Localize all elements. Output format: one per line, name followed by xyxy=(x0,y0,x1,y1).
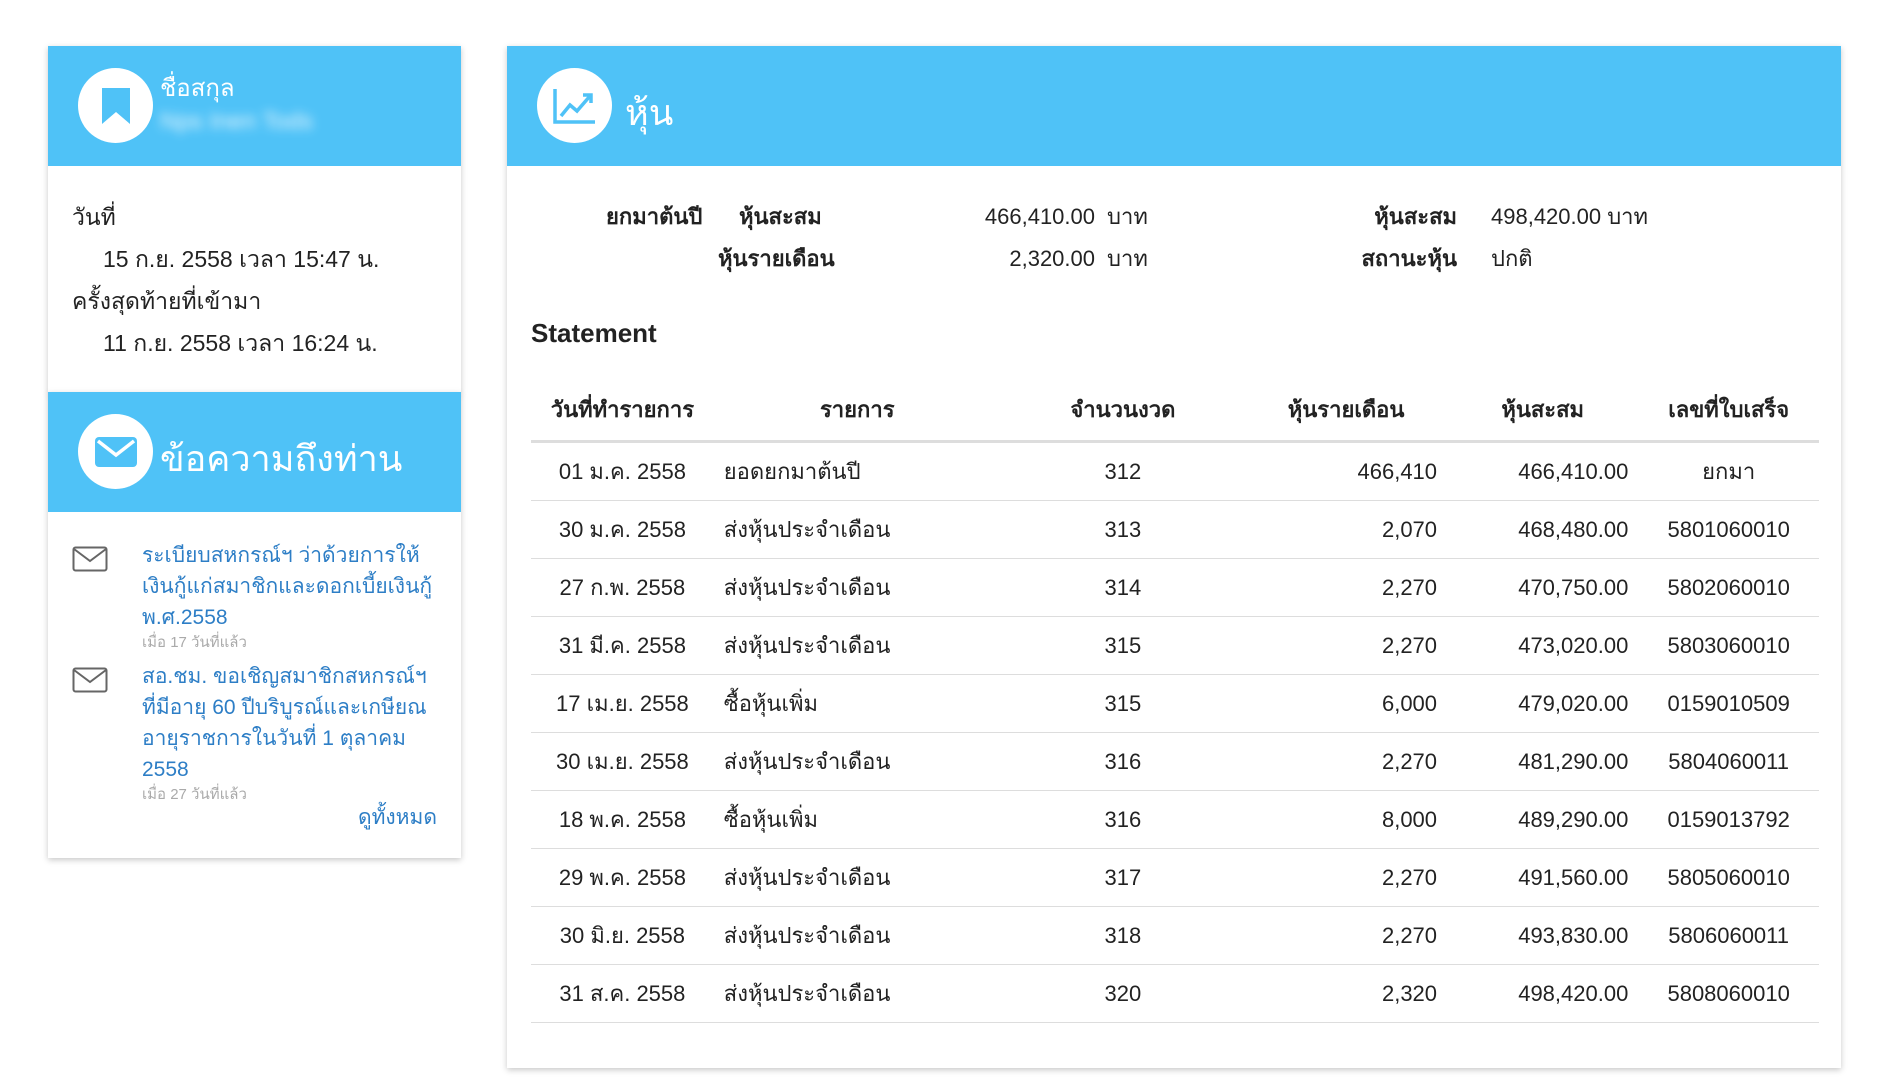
cell-accumulated-share: 473,020.00 xyxy=(1447,617,1638,675)
cell-item: ส่งหุ้นประจำเดือน xyxy=(714,849,1001,907)
cell-monthly-share: 2,070 xyxy=(1245,501,1447,559)
list-item xyxy=(72,540,437,653)
cell-installment: 317 xyxy=(1001,849,1245,907)
name-label: ชื่อสกุล xyxy=(160,75,235,102)
line-chart-icon xyxy=(537,68,612,143)
messages-card xyxy=(48,392,461,858)
cell-accumulated-share: 470,750.00 xyxy=(1447,559,1638,617)
col-monthly-share: หุ้นรายเดือน xyxy=(1245,378,1447,442)
cell-installment: 315 xyxy=(1001,675,1245,733)
cell-accumulated-share: 498,420.00 xyxy=(1447,965,1638,1023)
list-item xyxy=(72,661,437,805)
table-row xyxy=(531,442,1819,501)
cell-item: ยอดยกมาต้นปี xyxy=(714,442,1001,501)
share-status-value: ปกติ xyxy=(1491,246,1533,271)
cell-monthly-share: 2,270 xyxy=(1245,617,1447,675)
cell-installment: 315 xyxy=(1001,617,1245,675)
shares-card xyxy=(507,46,1841,1068)
cell-receipt-number: 5804060011 xyxy=(1638,733,1819,791)
table-header-row xyxy=(531,378,1819,442)
table-row xyxy=(531,559,1819,617)
cell-item: ส่งหุ้นประจำเดือน xyxy=(714,965,1001,1023)
share-status-label: สถานะหุ้น xyxy=(1361,246,1457,271)
col-item: รายการ xyxy=(714,378,1001,442)
cell-receipt-number: 5803060010 xyxy=(1638,617,1819,675)
cell-receipt-number: 0159013792 xyxy=(1638,791,1819,849)
message-link[interactable]: สอ.ชม. ขอเชิญสมาชิกสหกรณ์ฯ ที่มีอายุ 60 ปีบริบูรณ์และเกษียณอายุราชการในวันที่ 1 ตุลาคม 2558 xyxy=(142,665,427,781)
col-installment: จำนวนงวด xyxy=(1001,378,1245,442)
bookmark-icon xyxy=(78,68,153,143)
cell-receipt-number: 5801060010 xyxy=(1638,501,1819,559)
date-label: วันที่ xyxy=(72,204,116,230)
cell-item: ส่งหุ้นประจำเดือน xyxy=(714,907,1001,965)
accumulated-label: หุ้นสะสม xyxy=(739,204,822,229)
cell-date: 18 พ.ค. 2558 xyxy=(531,791,714,849)
date-value: 15 ก.ย. 2558 เวลา 15:47 น. xyxy=(103,246,380,272)
table-row xyxy=(531,791,1819,849)
cell-item: ซื้อหุ้นเพิ่ม xyxy=(714,675,1001,733)
cell-accumulated-share: 479,020.00 xyxy=(1447,675,1638,733)
cell-installment: 316 xyxy=(1001,733,1245,791)
table-row xyxy=(531,675,1819,733)
cell-installment: 318 xyxy=(1001,907,1245,965)
cell-monthly-share: 466,410 xyxy=(1245,442,1447,501)
cell-accumulated-share: 468,480.00 xyxy=(1447,501,1638,559)
cell-item: ส่งหุ้นประจำเดือน xyxy=(714,559,1001,617)
mail-icon xyxy=(72,540,112,653)
cell-monthly-share: 8,000 xyxy=(1245,791,1447,849)
envelope-icon xyxy=(78,414,153,489)
cell-installment: 320 xyxy=(1001,965,1245,1023)
unit-baht: บาท xyxy=(1107,204,1148,229)
cell-date: 27 ก.พ. 2558 xyxy=(531,559,714,617)
col-transaction-date: วันที่ทำรายการ xyxy=(531,378,714,442)
message-link[interactable]: ระเบียบสหกรณ์ฯ ว่าด้วยการให้เงินกู้แก่สมาชิกและดอกเบี้ยเงินกู้ พ.ศ.2558 xyxy=(142,544,433,629)
cell-date: 31 ส.ค. 2558 xyxy=(531,965,714,1023)
message-time: เมื่อ 17 วันที่แล้ว xyxy=(142,634,247,651)
table-row xyxy=(531,849,1819,907)
cell-date: 01 ม.ค. 2558 xyxy=(531,442,714,501)
mail-icon xyxy=(72,661,112,805)
cell-date: 30 มิ.ย. 2558 xyxy=(531,907,714,965)
statement-table xyxy=(531,378,1819,1023)
cell-receipt-number: 0159010509 xyxy=(1638,675,1819,733)
last-login-label: ครั้งสุดท้ายที่เข้ามา xyxy=(72,288,262,314)
cell-accumulated-share: 481,290.00 xyxy=(1447,733,1638,791)
cell-date: 29 พ.ค. 2558 xyxy=(531,849,714,907)
profile-card xyxy=(48,46,461,393)
cell-monthly-share: 2,270 xyxy=(1245,559,1447,617)
cell-monthly-share: 2,270 xyxy=(1245,733,1447,791)
cell-receipt-number: ยกมา xyxy=(1638,442,1819,501)
cell-receipt-number: 5806060011 xyxy=(1638,907,1819,965)
table-row xyxy=(531,733,1819,791)
cell-date: 30 เม.ย. 2558 xyxy=(531,733,714,791)
cell-accumulated-share: 489,290.00 xyxy=(1447,791,1638,849)
table-row xyxy=(531,501,1819,559)
cell-installment: 313 xyxy=(1001,501,1245,559)
current-accumulated-label: หุ้นสะสม xyxy=(1374,204,1457,229)
profile-header xyxy=(48,46,461,166)
shares-title: หุ้น xyxy=(625,92,674,133)
monthly-share-label: หุ้นรายเดือน xyxy=(718,246,835,271)
messages-title: ข้อความถึงท่าน xyxy=(160,438,403,479)
cell-receipt-number: 5805060010 xyxy=(1638,849,1819,907)
name-value: Nps Inen Tods xyxy=(160,108,313,135)
table-row xyxy=(531,617,1819,675)
message-list xyxy=(48,512,461,805)
cell-date: 30 ม.ค. 2558 xyxy=(531,501,714,559)
cell-item: ซื้อหุ้นเพิ่ม xyxy=(714,791,1001,849)
cell-monthly-share: 6,000 xyxy=(1245,675,1447,733)
col-receipt-number: เลขที่ใบเสร็จ xyxy=(1638,378,1819,442)
view-all-link[interactable]: ดูทั้งหมด xyxy=(357,806,437,829)
carried-accumulated-value: 466,410.00 xyxy=(984,204,1095,229)
cell-monthly-share: 2,270 xyxy=(1245,907,1447,965)
cell-accumulated-share: 493,830.00 xyxy=(1447,907,1638,965)
table-row xyxy=(531,965,1819,1023)
messages-header xyxy=(48,392,461,512)
cell-monthly-share: 2,320 xyxy=(1245,965,1447,1023)
carried-forward-label: ยกมาต้นปี xyxy=(606,204,703,229)
col-accumulated-share: หุ้นสะสม xyxy=(1447,378,1638,442)
unit-baht: บาท xyxy=(1107,246,1148,271)
monthly-share-value: 2,320.00 xyxy=(1009,246,1095,271)
cell-installment: 312 xyxy=(1001,442,1245,501)
cell-receipt-number: 5802060010 xyxy=(1638,559,1819,617)
cell-monthly-share: 2,270 xyxy=(1245,849,1447,907)
shares-header xyxy=(507,46,1841,166)
cell-item: ส่งหุ้นประจำเดือน xyxy=(714,733,1001,791)
statement-title: Statement xyxy=(531,318,657,348)
cell-installment: 316 xyxy=(1001,791,1245,849)
cell-installment: 314 xyxy=(1001,559,1245,617)
message-time: เมื่อ 27 วันที่แล้ว xyxy=(142,786,247,803)
last-login-value: 11 ก.ย. 2558 เวลา 16:24 น. xyxy=(103,330,378,356)
cell-date: 17 เม.ย. 2558 xyxy=(531,675,714,733)
cell-accumulated-share: 466,410.00 xyxy=(1447,442,1638,501)
cell-receipt-number: 5808060010 xyxy=(1638,965,1819,1023)
cell-item: ส่งหุ้นประจำเดือน xyxy=(714,501,1001,559)
cell-date: 31 มี.ค. 2558 xyxy=(531,617,714,675)
current-accumulated-value: 498,420.00 บาท xyxy=(1491,204,1649,229)
cell-item: ส่งหุ้นประจำเดือน xyxy=(714,617,1001,675)
table-row xyxy=(531,907,1819,965)
cell-accumulated-share: 491,560.00 xyxy=(1447,849,1638,907)
